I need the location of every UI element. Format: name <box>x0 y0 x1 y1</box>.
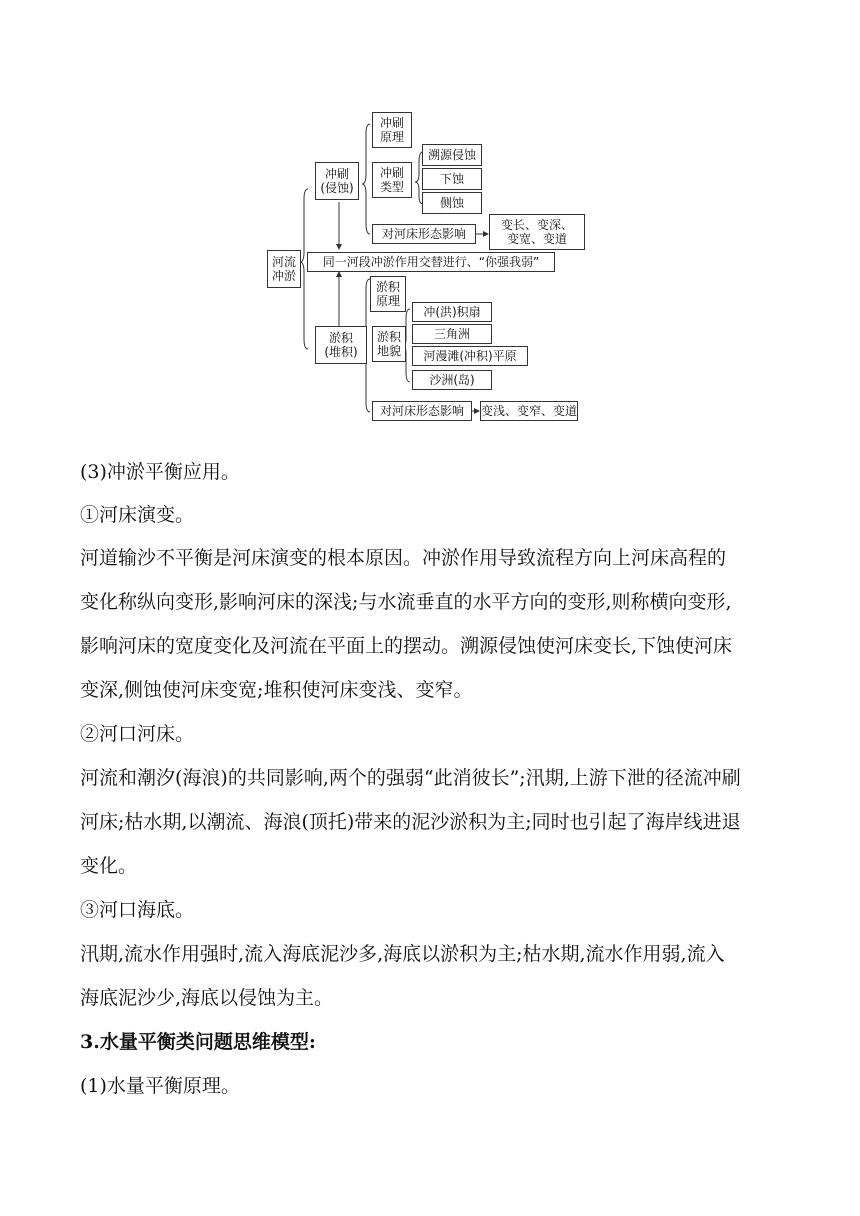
sandbar-box: 沙洲(岛) <box>412 370 492 390</box>
deposit-effect-label-box: 对河床形态影响 <box>372 401 472 421</box>
section-heading-water-balance-principle: (1)水量平衡原理。 <box>80 1075 240 1097</box>
paragraph-line: 变深,侧蚀使河床变宽;堆积使河床变浅、变窄。 <box>80 679 473 701</box>
paragraph-line: 海底泥沙少,海底以侵蚀为主。 <box>80 987 334 1009</box>
deposit-effect-box: 变浅、变窄、变道 <box>480 401 578 421</box>
scour-effect-label-box: 对河床形态影响 <box>372 224 476 244</box>
scour-types-box: 冲刷 类型 <box>372 162 412 198</box>
paragraph-line: 影响河床的宽度变化及河流在平面上的摆动。溯源侵蚀使河床变长,下蚀使河床 <box>80 635 733 657</box>
alternation-box: 同一河段冲淤作用交替进行、“你强我弱” <box>307 252 555 272</box>
river-scour-deposit-diagram <box>260 104 600 429</box>
alluvial-fan-box: 冲(洪)积扇 <box>412 302 492 322</box>
scour-effect-box: 变长、变深、 变宽、变道 <box>489 214 585 250</box>
deposit-landforms-box: 淤积 地貌 <box>372 326 406 362</box>
subheading-riverbed-evolution: ①河床演变。 <box>80 504 195 526</box>
section-heading-water-balance: 3.水量平衡类问题思维模型: <box>80 1031 316 1053</box>
paragraph-line: 变化。 <box>80 855 138 877</box>
subheading-estuary-riverbed: ②河口河床。 <box>80 723 195 745</box>
deposit-box: 淤积 (堆积) <box>315 326 367 364</box>
headward-erosion-box: 溯源侵蚀 <box>422 144 482 166</box>
scour-principle-box: 冲刷 原理 <box>372 112 412 148</box>
paragraph-line: 河床;枯水期,以潮流、海浪(顶托)带来的泥沙淤积为主;同时也引起了海岸线进退 <box>80 811 741 833</box>
section-heading-3: (3)冲淤平衡应用。 <box>80 461 240 483</box>
floodplain-box: 河漫滩(冲积)平原 <box>412 346 528 366</box>
paragraph-line: 河道输沙不平衡是河床演变的根本原因。冲淤作用导致流程方向上河床高程的 <box>80 547 727 569</box>
paragraph-line: 汛期,流水作用强时,流入海底泥沙多,海底以淤积为主;枯水期,流水作用弱,流入 <box>80 943 725 965</box>
scour-box: 冲刷 (侵蚀) <box>315 162 359 200</box>
downcutting-box: 下蚀 <box>422 168 482 190</box>
deposit-principle-box: 淤积 原理 <box>370 276 406 312</box>
paragraph-line: 变化称纵向变形,影响河床的深浅;与水流垂直的水平方向的变形,则称横向变形, <box>80 591 732 613</box>
paragraph-line: 河流和潮汐(海浪)的共同影响,两个的强弱“此消彼长”;汛期,上游下泄的径流冲刷 <box>80 767 741 789</box>
subheading-estuary-seabed: ③河口海底。 <box>80 899 195 921</box>
root-box: 河流 冲淤 <box>267 250 301 288</box>
delta-box: 三角洲 <box>412 324 492 344</box>
lateral-erosion-box: 侧蚀 <box>422 192 482 214</box>
